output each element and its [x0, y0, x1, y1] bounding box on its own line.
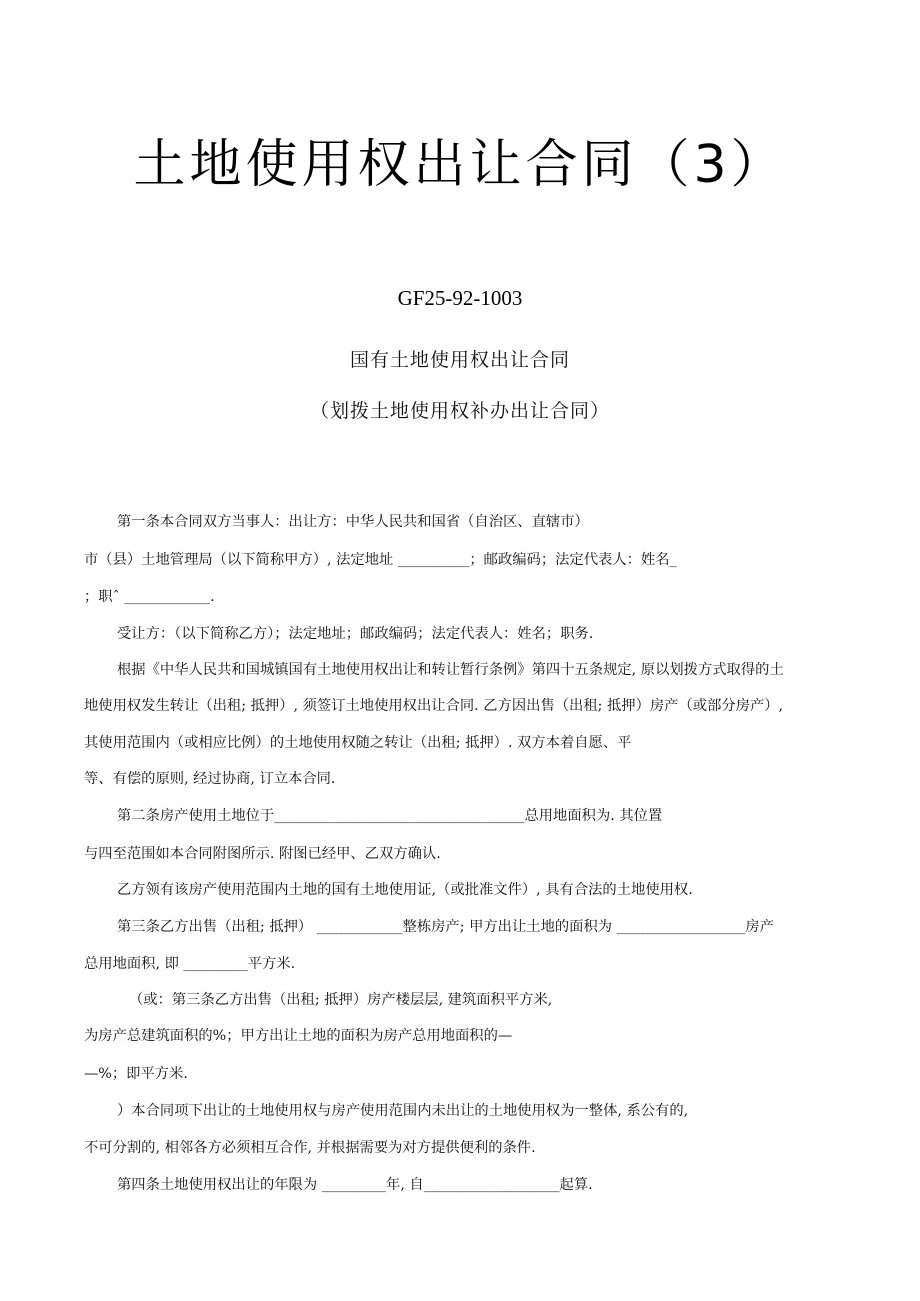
article-3-alt-line-1: （或：第三条乙方出售（出租; 抵押）房产楼层层, 建筑面积平方米,	[129, 992, 553, 1008]
document-subtitle-note: （划拨土地使用权补办出让合同）	[309, 400, 610, 422]
basis-paragraph-line-1: 根据《中华人民共和国城镇国有土地使用权出让和转让暂行条例》第四十五条规定, 原以划拨方式取得的土	[117, 662, 784, 678]
article-3-line-1: 第三条乙方出售（出租; 抵押） ____________整栋房产; 甲方出让土地的面积为 __________________房产	[117, 919, 774, 935]
article-4-line-1: 第四条土地使用权出让的年限为 _________年, 自___________________起算.	[117, 1177, 593, 1193]
article-2-line-3: 乙方领有该房产使用范围内土地的国有土地使用证,（或批准文件）, 具有合法的土地使用权.	[117, 882, 693, 898]
indivisible-clause-line-1: ）本合同项下出让的土地使用权与房产使用范围内未出让的土地使用权为一整体, 系公有的,	[117, 1103, 689, 1119]
basis-paragraph-line-4: 等、有偿的原则, 经过协商, 订立本合同.	[84, 771, 336, 787]
article-3-alt-line-3: —%；即平方米.	[84, 1066, 188, 1082]
article-1-line-2: 市（县）土地管理局（以下简称甲方）, 法定地址 __________；邮政编码；法定代表人：姓名_	[84, 552, 677, 568]
article-3-line-2: 总用地面积, 即 _________平方米.	[84, 956, 296, 972]
article-1-line-1: 第一条本合同双方当事人：出让方：中华人民共和国省（自治区、直辖市）	[117, 514, 589, 530]
article-2-line-2: 与四至范围如本合同附图所示. 附图已经甲、乙双方确认.	[84, 846, 441, 862]
article-2-line-1: 第二条房产使用土地位于___________________________________总用地面积为. 其位置	[117, 808, 663, 824]
transferee-paragraph: 受让方：（以下简称乙方）；法定地址；邮政编码；法定代表人：姓名；职务.	[117, 626, 594, 642]
article-1-line-3: ；职ˆ ____________.	[84, 589, 215, 605]
basis-paragraph-line-2: 地使用权发生转让（出租; 抵押）, 须签订土地使用权出让合同. 乙方因出售（出租; 抵押）房产（或部分房产）,	[84, 698, 784, 714]
basis-paragraph-line-3: 其使用范围内（或相应比例）的土地使用权随之转让（出租; 抵押）. 双方本着自愿、平	[84, 735, 632, 751]
document-subtitle: 国有土地使用权出让合同	[349, 349, 570, 371]
article-3-alt-line-2: 为房产总建筑面积的%；甲方出让土地的面积为房产总用地面积的—	[84, 1028, 513, 1044]
indivisible-clause-line-2: 不可分割的, 相邻各方必须相互合作, 并根据需要为对方提供便利的条件.	[84, 1140, 536, 1156]
contract-code: GF25-92-1003	[397, 286, 523, 310]
document-title: 土地使用权出让合同（3）	[133, 135, 787, 195]
